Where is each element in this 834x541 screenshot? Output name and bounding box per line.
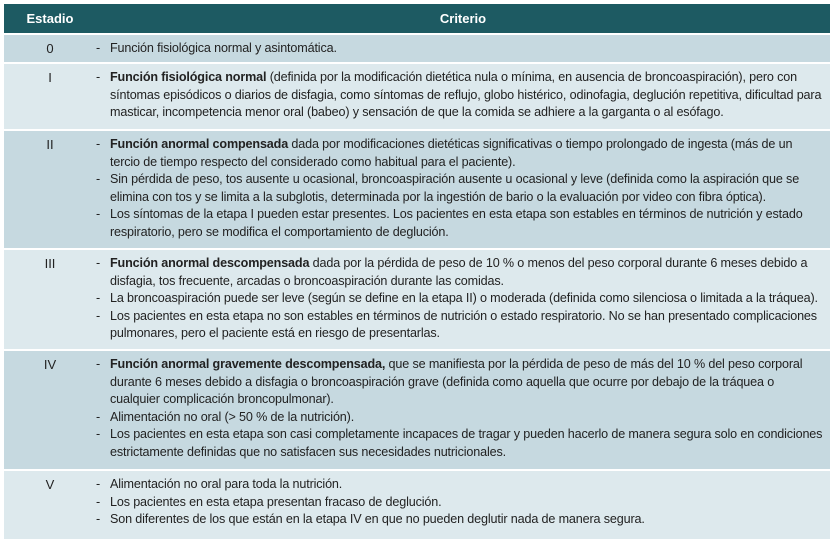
criteria-text: Los síntomas de la etapa I pueden estar presentes. Los pacientes en esta etapa son estables en términos de nutrición y estado respiratorio, pero se modifica el comportamiento de deglución. [110,207,803,239]
criteria-text: (definida por la modificación dietética nula o mínima, en ausencia de broncoaspiración), pero con síntomas episódicos o diarios de disfagia, como síntomas de reflujo, globo histérico, odinofagia, deglución repetitiva, dificultad para masticar, incompetencia menor oral (babeo) y sensación de que la comida se adhiere a la garganta o al esófago. [110,70,822,119]
table-row [4,35,830,62]
stage-cell: 0 [46,41,54,56]
criteria-text: Los pacientes en esta etapa presentan fracaso de deglución. [110,494,442,509]
table-row [4,64,830,129]
stage-cell: I [48,70,52,85]
criteria-list [96,136,830,248]
table-row [4,250,830,349]
criteria-bold-term: Función anormal compensada [110,137,289,151]
criteria-list [96,69,830,129]
criteria-item [96,494,824,512]
criteria-item [96,136,824,171]
criteria-text: Los pacientes en esta etapa no son estables en términos de nutrición o estado respiratorio. No se han presentado complicaciones pulmonares, pero el paciente está en riesgo de presentarlas. [110,308,817,340]
criteria-item [96,356,824,409]
criteria-text: Son diferentes de los que están en la etapa IV en que no pueden deglutir nada de manera segura. [110,512,645,526]
header-estadio: Estadio [26,11,74,26]
criteria-text: Sin pérdida de peso, tos ausente u ocasional, broncoaspiración ausente u ocasional y leve (definida como la aspiración que se elimina con tos y se limita a la subglotis, determinada por la ingestión de bario o la evaluación por video con fibra óptica). [110,172,800,204]
criteria-item [96,206,824,241]
table-row [4,131,830,248]
criteria-text: dada por modificaciones dietéticas significativas o tiempo prolongado de ingesta (más de un tercio de tiempo respecto del considerado como habitual para el paciente). [110,137,793,169]
criteria-bold-term: Función anormal gravemente descompensada, [110,357,386,371]
table-header [4,4,830,33]
stage-cell: V [45,477,55,492]
stage-cell: IV [43,357,57,372]
criteria-text: Alimentación no oral (> 50 % de la nutrición). [110,409,355,424]
criteria-list [96,476,830,539]
criteria-item [96,255,824,290]
criteria-item [96,426,824,461]
criteria-text: que se manifiesta por la pérdida de peso de más del 10 % del peso corporal durante 6 meses debido a disfagia o broncoaspiración grave (definida como aquella que ocurre por debajo de la tráquea o cualquier complicación broncopulmonar). [110,357,803,406]
criteria-item [96,476,824,494]
criteria-bold-term: Función anormal descompensada [110,256,310,270]
criteria-text: dada por la pérdida de peso de 10 % o menos del peso corporal durante 6 meses debido a disfagia, tos frecuente, arcadas o broncoaspiración durante las comidas. [110,256,808,288]
criteria-item [96,308,824,343]
criteria-item [96,409,824,427]
criteria-item [96,511,824,529]
criteria-bold-term: Función fisiológica normal [110,70,267,84]
criteria-list [96,255,830,349]
criteria-list [96,356,830,469]
criteria-item [96,40,824,58]
stage-cell: II [46,137,54,152]
criteria-text: La broncoaspiración puede ser leve (según se define en la etapa II) o moderada (definida como silenciosa o limitada a la tráquea). [110,291,818,305]
dysphagia-stages-table [4,4,830,539]
stage-cell: III [44,256,56,271]
criteria-list [96,40,830,62]
criteria-item [96,69,824,122]
criteria-text: Alimentación no oral para toda la nutrición. [110,477,343,491]
criteria-text: Función fisiológica normal y asintomática. [110,41,337,55]
criteria-item [96,290,824,308]
table-row [4,471,830,539]
table-row [4,351,830,469]
table-body [4,35,830,539]
header-criterio: Criterio [439,11,487,26]
criteria-item [96,171,824,206]
criteria-text: Los pacientes en esta etapa son casi completamente incapaces de tragar y pueden hacerlo de manera segura solo en condiciones estrictamente definidas que no satisfacen sus necesidades nutricionales. [110,427,823,459]
